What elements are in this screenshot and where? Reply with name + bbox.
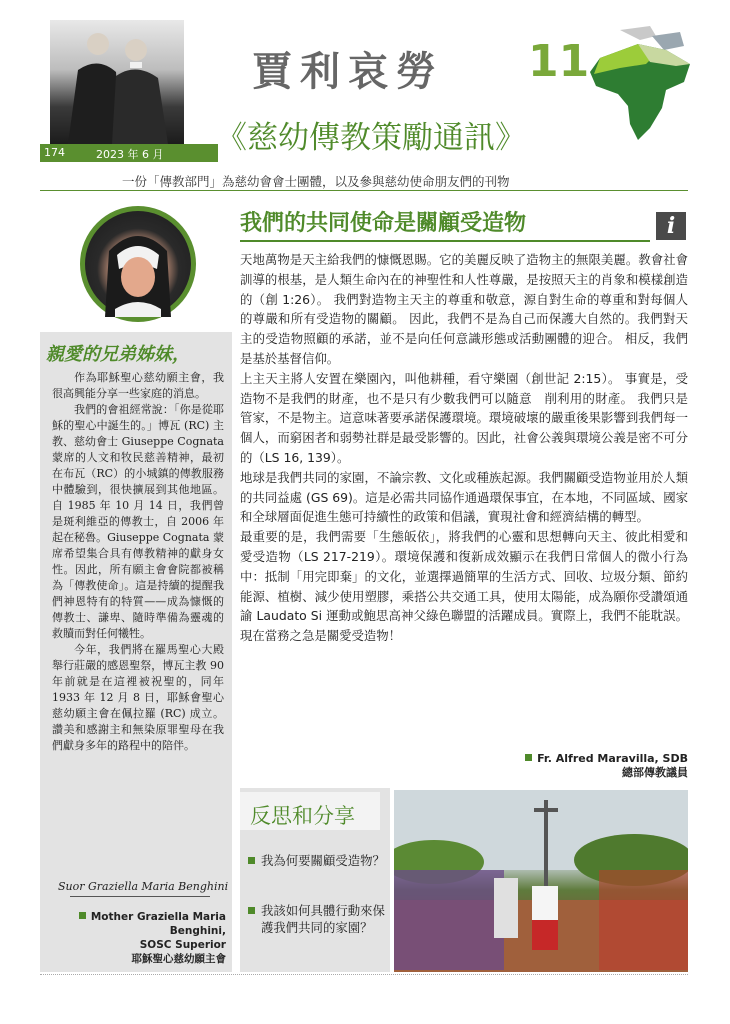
letter-author-org: 耶穌聖心慈幼願主會 (131, 953, 226, 965)
letter-author-name: Mother Graziella Maria Benghini, (44, 910, 226, 938)
bullet-square-icon (248, 907, 255, 914)
signature-line (70, 896, 210, 897)
africa-map-logo (580, 24, 700, 144)
letter-author-role: SOSC Superior (139, 939, 226, 951)
newsletter-number: 11 (528, 36, 590, 87)
article-title-underline (240, 240, 650, 242)
author-portrait-frame (80, 206, 196, 322)
newsletter-subtitle: 《慈幼傳教策勵通訊》 (216, 120, 526, 156)
letter-body (52, 370, 224, 754)
footer-divider (40, 974, 688, 975)
tagline-divider (40, 190, 688, 191)
letter-paragraph: 作為耶穌聖心慈幼願主會，我很高興能分享一些家庭的消息。 (52, 371, 224, 400)
letter-paragraph: 我們的會祖經常說：「你是從耶穌的聖心中誕生的。」博瓦 (RC) 主教、慈幼會士 Giuseppe Cognata 蒙席的人文和牧民慈善精神，最初在布瓦（RC）的小城鎮的傳教服務中體驗到，很快擴展到其他地區。自 1985 年 10 月 14 日，我們曾是斑利維亞的傳教士，自 2006 年起在秘魯。Giuseppe Cognata 蒙席希望集合具有傳教精神的獻身女性。因此，所有願主會會院都被稱為「傳教使命」。這是持續的提醒我們神恩特有的特質——成為慷慨的傳教士、謙卑、隨時準備為靈魂的救贖而對任何犧牲。 (52, 403, 224, 640)
issue-bar (40, 144, 218, 162)
author-portrait-illustration (85, 211, 191, 317)
letter-author (44, 910, 226, 966)
handwritten-signature: Suor Graziella Maria Benghini (58, 880, 229, 893)
letter-paragraph: 今年，我們將在羅馬聖心大殿舉行莊嚴的感恩聖祭，博瓦主教 90 年前就是在這裡被祝聖的，同年 1933 年 12 月 8 日，耶穌會聖心慈幼願主會在佩拉羅 (RC) 成立。讚美和感謝主和無染原罪聖母在我們獻身多年的路程中的陪伴。 (52, 643, 224, 752)
article-paragraph: 天地萬物是天主給我們的慷慨恩賜。它的美麗反映了造物主的無限美麗。教會社會訓導的根基，是人類生命內在的神聖性和人性尊嚴，是按照天主的肖象和模樣創造的（創 1:26）。 我們對造物主天主的尊重和敬意，源自對生命的尊重和對每個人的尊嚴和所有受造物的關顧。 因此，我們不是為自己而保護大自然的。我們對天主的受造物照顧的承諾，並不是向任何意識形態或活動團體的迎合。 相反，我們是基於基督信仰。 (240, 252, 688, 366)
bullet-square-icon (79, 912, 86, 919)
reflection-question: 我為何要關顧受造物？ (248, 852, 386, 869)
bullet-square-icon (525, 754, 532, 761)
founders-photo (50, 20, 184, 144)
newsletter-title: 賈利哀勞 (252, 48, 444, 95)
article-author (440, 752, 688, 780)
article-body (240, 250, 688, 646)
article-author-name: Fr. Alfred Maravilla, SDB (440, 752, 688, 766)
procession-photo (394, 790, 688, 972)
newsletter-tagline: 一份「傳教部門」為慈幼會會士團體，以及參與慈幼使命朋友們的刊物 (122, 174, 510, 189)
africa-map-icon (580, 24, 700, 144)
article-paragraph: 地球是我們共同的家園，不論宗教、文化或種族起源。我們關顧受造物並用於人類的共同益處 (GS 69)。這是必需共同協作通過環保事宜，在本地，不同區域、國家和全球層面促進生態可持續性的政策和倡議，實現社會和經濟結構的轉型。 (240, 469, 688, 525)
reflection-title: 反思和分享 (250, 804, 355, 828)
article-author-role: 總部傳教議員 (622, 766, 688, 779)
issue-date: 2023 年 6 月 (96, 148, 164, 161)
bullet-square-icon (248, 857, 255, 864)
reflection-question: 我該如何具體行動來保護我們共同的家園？ (248, 902, 386, 936)
procession-photo-illustration (394, 790, 688, 972)
article-title: 我們的共同使命是關顧受造物 (240, 211, 527, 236)
founders-photo-illustration (50, 20, 184, 144)
issue-number: 174 (44, 146, 65, 159)
article-paragraph: 上主天主將人安置在樂園內，叫他耕種，看守樂園（創世記 2:15）。 事實是，受造物不是我們的財產，也不是只有少數我們可以隨意 削利用的財產。 我們只是管家，不是物主。這意味著要承諾保護環境。環境破壞的嚴重後果影響到我們每一個人，而窮困者和弱勢社群是最受影響的。因此，社會公義與環境公義是密不可分的（LS 16, 139）。 (240, 370, 688, 465)
article-paragraph: 最重要的是，我們需要「生態皈依」，將我們的心靈和思想轉向天主、彼此相愛和愛受造物（LS 217-219）。環境保護和復新成效顯示在我們日常個人的微小行為中：抵制「用完即棄」的文化，並選擇過簡單的生活方式、回收、垃圾分類、節約能源、植樹、減少使用塑膠，乘搭公共交通工具，使用太陽能，成為願你受讚頌通諭 Laudato Si 運動或鮑思高神父綠色聯盟的活躍成員。實際上，我們不能耽誤。現在當務之急是關愛受造物！ (240, 529, 688, 644)
letter-greeting: 親愛的兄弟姊妹， (46, 344, 190, 365)
author-portrait (85, 211, 191, 317)
info-icon: i (656, 212, 686, 240)
